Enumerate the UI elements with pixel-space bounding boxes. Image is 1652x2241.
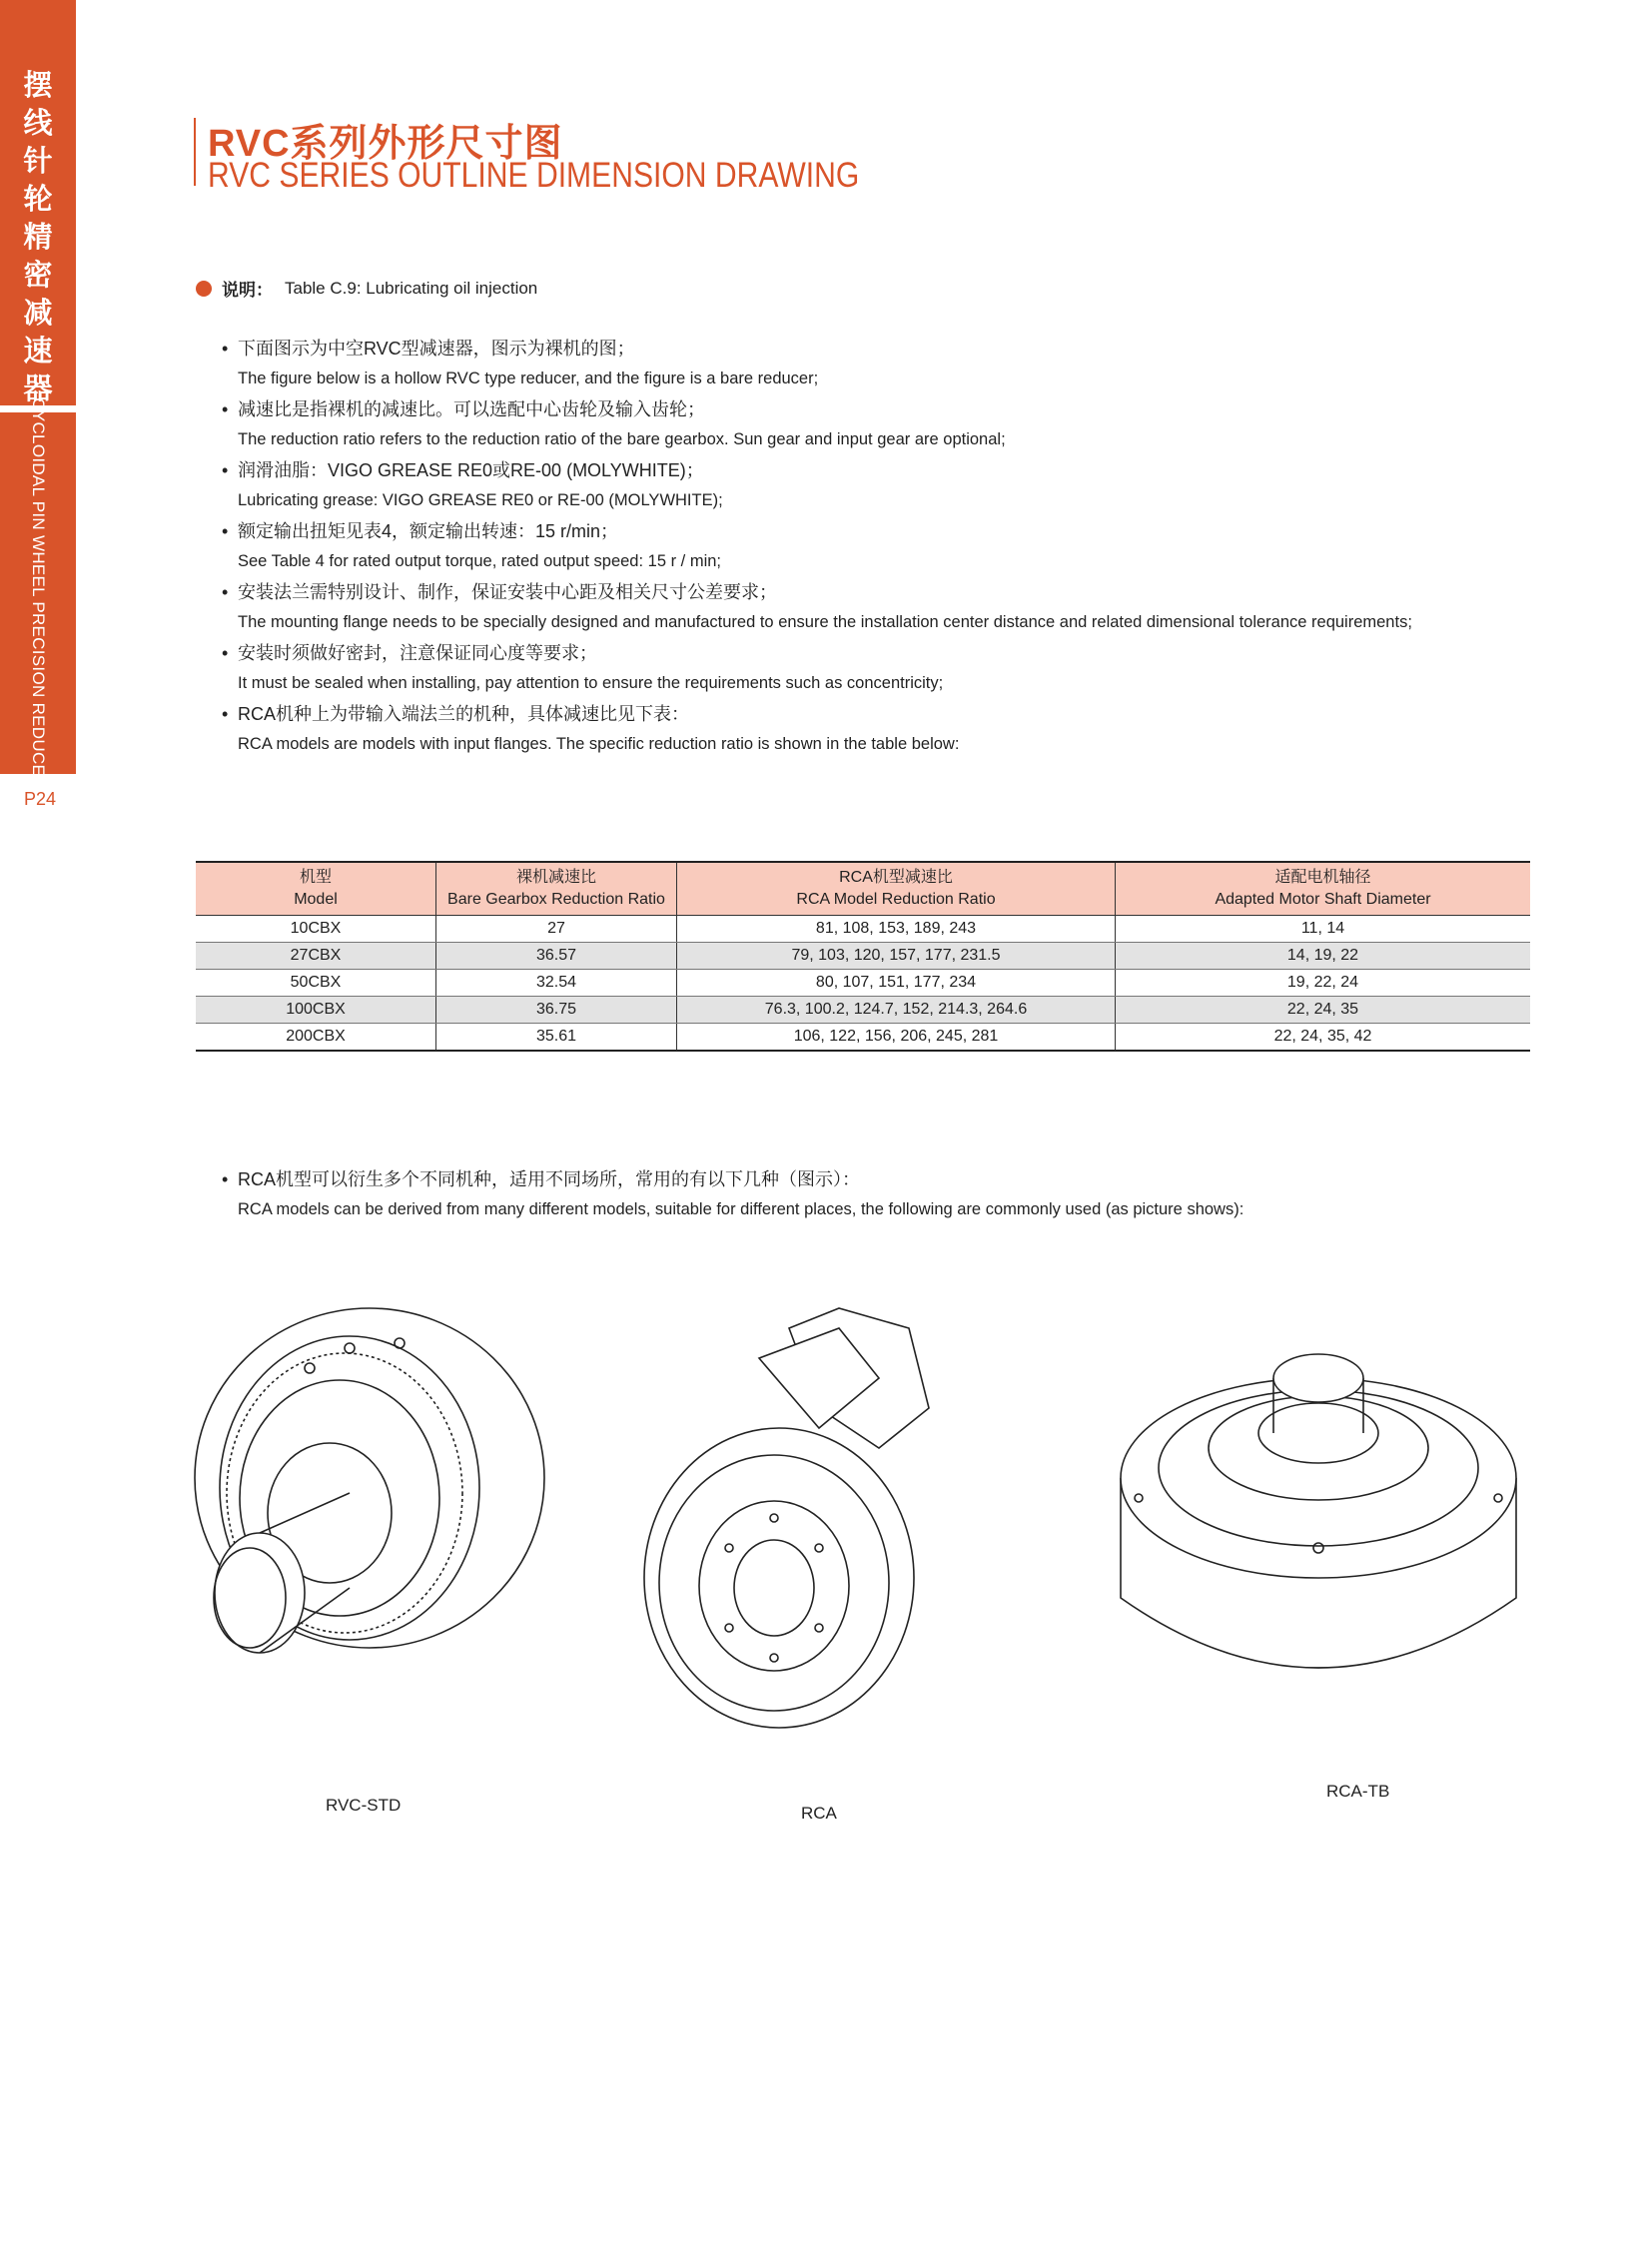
- bullet-icon: •: [222, 643, 229, 663]
- table-cell: 80, 107, 151, 177, 234: [677, 970, 1116, 997]
- table-cell: 22, 24, 35: [1116, 997, 1531, 1024]
- bullet-item: [222, 638, 1560, 699]
- table-row: [196, 1024, 1530, 1052]
- table-cell: 14, 19, 22: [1116, 943, 1531, 970]
- table-row: [196, 943, 1530, 970]
- bullet-item: [222, 577, 1560, 638]
- table-row: [196, 916, 1530, 943]
- rca-tb-reducer-drawing-icon: [1109, 1338, 1528, 1728]
- bullet-cn: 安装时须做好密封，注意保证同心度等要求；: [238, 643, 597, 663]
- table-cell: 10CBX: [196, 916, 436, 943]
- table-cell: 32.54: [436, 970, 677, 997]
- bullet-cn: RCA机型可以衍生多个不同机种，适用不同场所，常用的有以下几种（图示）：: [238, 1169, 861, 1189]
- sidebar-char: 线: [23, 106, 53, 140]
- bullet-en: See Table 4 for rated output torque, rated output speed: 15 r / min;: [238, 552, 722, 570]
- bullet-cn: 下面图示为中空RVC型减速器，图示为裸机的图；: [238, 339, 635, 359]
- sidebar-char: 器: [23, 372, 53, 405]
- sidebar-char: 密: [23, 258, 53, 292]
- header-model: 机型 Model: [196, 862, 436, 916]
- bullet-icon: •: [222, 582, 229, 602]
- sidebar-chinese-title: [0, 66, 76, 407]
- table-cell: 76.3, 100.2, 124.7, 152, 214.3, 264.6: [677, 997, 1116, 1024]
- bullet-en: RCA models can be derived from many different models, suitable for different places, the following are commonly used (as picture shows):: [238, 1200, 1244, 1218]
- table-cell: 50CBX: [196, 970, 436, 997]
- bullet-cn: 额定输出扭矩见表4，额定输出转速：15 r/min；: [238, 521, 619, 541]
- bullet-cn: 润滑油脂：VIGO GREASE RE0或RE-00 (MOLYWHITE)；: [238, 460, 704, 480]
- bullet-icon: •: [222, 339, 229, 359]
- figure-label-rca-tb: RCA-TB: [1326, 1782, 1390, 1801]
- table-cell: 79, 103, 120, 157, 177, 231.5: [677, 943, 1116, 970]
- sidebar-char: 减: [23, 296, 53, 330]
- sidebar-char: 针: [23, 144, 53, 178]
- bullet-en: The figure below is a hollow RVC type reducer, and the figure is a bare reducer;: [238, 370, 819, 387]
- table-cell: 36.57: [436, 943, 677, 970]
- table-cell: 35.61: [436, 1024, 677, 1052]
- title-accent-bar: [194, 118, 196, 186]
- sidebar-english-title: CYCLOIDAL PIN WHEEL PRECISION REDUCER: [29, 397, 48, 789]
- bullet-icon: •: [222, 521, 229, 541]
- bullet-icon: •: [222, 1169, 229, 1189]
- bullet-icon: •: [222, 704, 229, 724]
- header-bare-ratio: 裸机减速比 Bare Gearbox Reduction Ratio: [436, 862, 677, 916]
- note-dot-icon: [196, 281, 212, 297]
- bullet-item: [222, 699, 1560, 760]
- note-line: [196, 276, 537, 301]
- sidebar: [0, 0, 76, 2241]
- sidebar-char: 精: [23, 220, 53, 254]
- table-cell: 27: [436, 916, 677, 943]
- table-cell: 22, 24, 35, 42: [1116, 1024, 1531, 1052]
- sidebar-char: 摆: [23, 68, 53, 102]
- bullet-en: The mounting flange needs to be specially designed and manufactured to ensure the installation center distance and related dimensional tolerance requirements;: [238, 613, 1412, 631]
- bullet-item: [222, 334, 1560, 394]
- page-title-cn: RVC系列外形尺寸图: [208, 123, 563, 165]
- bullet-icon: •: [222, 460, 229, 480]
- bullet-en: Lubricating grease: VIGO GREASE RE0 or RE-00 (MOLYWHITE);: [238, 491, 723, 509]
- table-cell: 106, 122, 156, 206, 245, 281: [677, 1024, 1116, 1052]
- figure-label-rca: RCA: [801, 1804, 837, 1823]
- bullet-en: RCA models are models with input flanges. The specific reduction ratio is shown in the table below:: [238, 735, 960, 753]
- table-cell: 27CBX: [196, 943, 436, 970]
- figure-area: [180, 1288, 1558, 1848]
- bullet-icon: •: [222, 399, 229, 419]
- table-row: [196, 970, 1530, 997]
- table-row: [196, 997, 1530, 1024]
- table-cell: 200CBX: [196, 1024, 436, 1052]
- bullet-item: [222, 394, 1560, 455]
- sidebar-char: 轮: [23, 182, 53, 216]
- bullet-en: It must be sealed when installing, pay attention to ensure the requirements such as concentricity;: [238, 674, 944, 692]
- header-rca-ratio: RCA机型减速比 RCA Model Reduction Ratio: [677, 862, 1116, 916]
- reduction-ratio-table: [196, 861, 1530, 1052]
- table-cell: 11, 14: [1116, 916, 1531, 943]
- derived-models-bullet: [222, 1164, 1243, 1225]
- table-cell: 81, 108, 153, 189, 243: [677, 916, 1116, 943]
- bullet-list: [222, 334, 1560, 760]
- bullet-en: The reduction ratio refers to the reduction ratio of the bare gearbox. Sun gear and input gear are optional;: [238, 430, 1006, 448]
- table-cell: 100CBX: [196, 997, 436, 1024]
- bullet-cn: RCA机种上为带输入端法兰的机种，具体减速比见下表：: [238, 704, 690, 724]
- note-label: 说明：: [222, 281, 273, 300]
- note-text: Table C.9: Lubricating oil injection: [285, 278, 538, 298]
- rvc-std-reducer-drawing-icon: [180, 1288, 579, 1708]
- table-header-row: [196, 862, 1530, 916]
- rca-reducer-drawing-icon: [639, 1288, 1019, 1758]
- bullet-item: [222, 455, 1560, 516]
- page-number: P24: [24, 789, 57, 809]
- header-shaft-diameter: 适配电机轴径 Adapted Motor Shaft Diameter: [1116, 862, 1531, 916]
- table-cell: 19, 22, 24: [1116, 970, 1531, 997]
- page-title-en: RVC SERIES OUTLINE DIMENSION DRAWING: [208, 156, 860, 195]
- bullet-cn: 安装法兰需特别设计、制作，保证安装中心距及相关尺寸公差要求；: [238, 582, 777, 602]
- sidebar-char: 速: [23, 334, 53, 368]
- table-cell: 36.75: [436, 997, 677, 1024]
- bullet-cn: 减速比是指裸机的减速比。可以选配中心齿轮及输入齿轮；: [238, 399, 705, 419]
- bullet-item: [222, 516, 1560, 577]
- figure-label-rvc-std: RVC-STD: [326, 1796, 402, 1815]
